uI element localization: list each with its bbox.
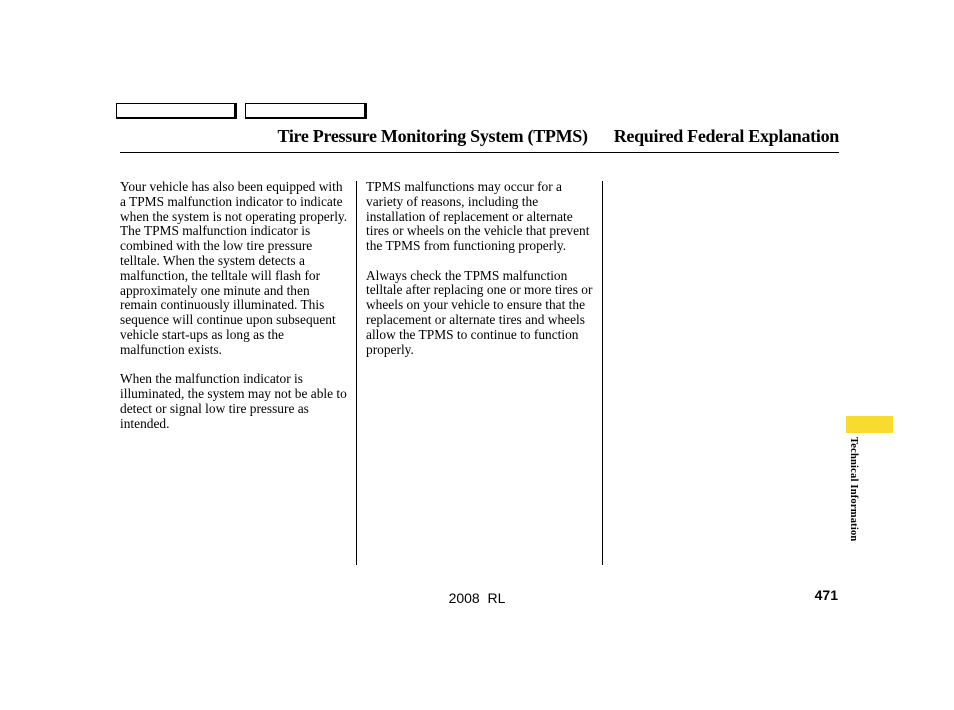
column-divider bbox=[356, 181, 357, 565]
header-divider bbox=[120, 152, 839, 153]
page-number: 471 bbox=[814, 587, 838, 603]
paragraph: Always check the TPMS malfunction telltale after replacing one or more tires or wheels on your vehicle to ensure that the replacement or alternate tires and wheels allow the TPMS to continue to function properly. bbox=[366, 267, 593, 357]
section-subtitle: Required Federal Explanation bbox=[613, 126, 839, 146]
nav-button-next[interactable] bbox=[245, 103, 367, 119]
section-title: Tire Pressure Monitoring System (TPMS) bbox=[277, 126, 588, 146]
paragraph: TPMS malfunctions may occur for a variety of reasons, including the installation of replacement or alternate tires or wheels on the vehicle that prevent the TPMS from functioning properly. bbox=[366, 179, 590, 254]
paragraph: When the malfunction indicator is illuminated, the system may not be able to detect or signal low tire pressure as intended. bbox=[120, 371, 347, 431]
paragraph: Your vehicle has also been equipped with a TPMS malfunction indicator to indicate when the system is not operating properly. The TPMS malfunction indicator is combined with the low tire pressure telltale. When the system detects a malfunction, the telltale will flash for approximately one minute and then remain continuously illuminated. This sequence will continue upon subsequent vehicle start-ups as long as the malfunction exists. bbox=[120, 179, 348, 357]
text-column-1 bbox=[120, 180, 350, 446]
column-divider bbox=[602, 181, 603, 565]
text-column-2 bbox=[366, 180, 598, 372]
nav-button-previous[interactable] bbox=[116, 103, 237, 119]
section-tab-marker bbox=[846, 416, 893, 433]
section-tab-label: Technical Information bbox=[848, 437, 859, 542]
page-header bbox=[120, 125, 839, 147]
footer-model: 2008 RL bbox=[448, 590, 506, 606]
